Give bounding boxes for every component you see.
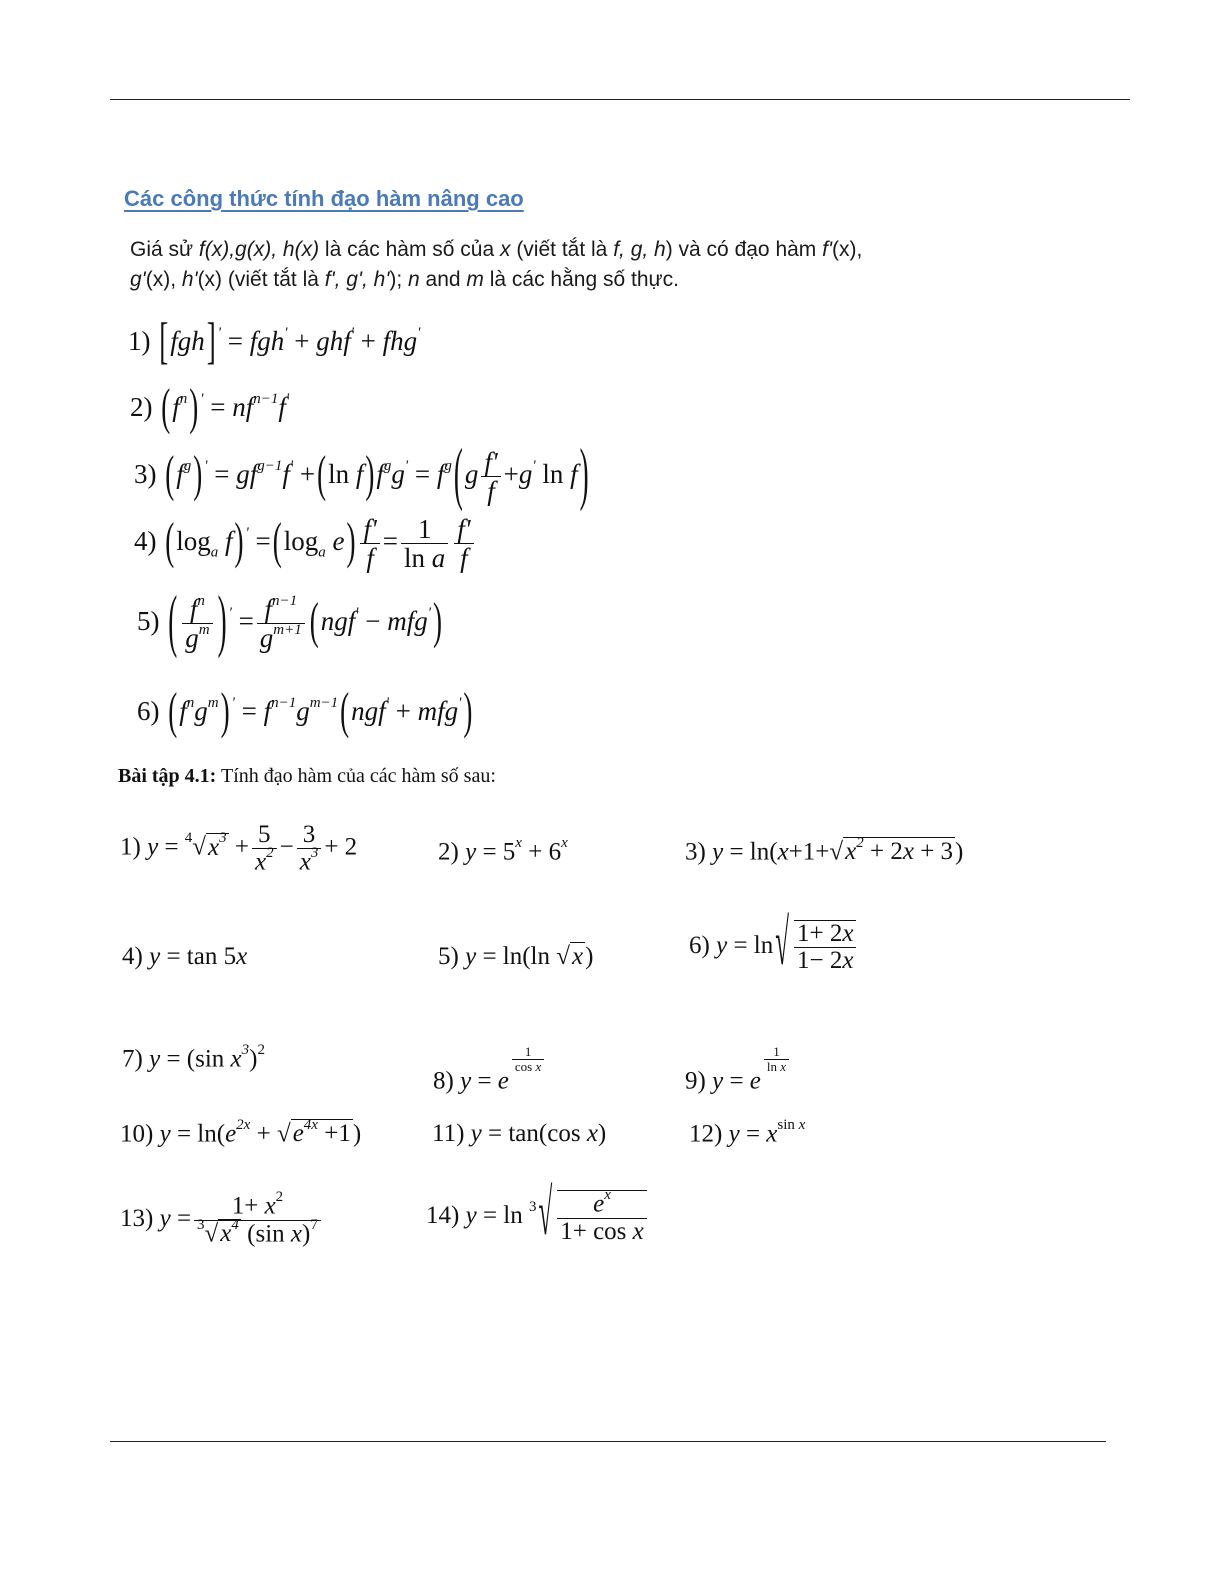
exercise-item-14: 14) y = ln $^3$√ $\frac{e^x}{\text{1+ cos x}}$	[426, 1190, 650, 1245]
exercise-item-12: 12) $y = x^{sin x}$	[689, 1117, 806, 1148]
exercise-item-9: 9) y = e $\frac{1}{\text{ln x}}$	[685, 1045, 792, 1096]
formula-label: 2)	[130, 392, 153, 422]
exercise-item-8: 8) y = e $\frac{1}{\text{cos x}}$	[433, 1045, 547, 1096]
intro-paragraph: Giá sử f(x),g(x), h(x) là các hàm số của x (viết tắt là f, g, h) và có đạo hàm f'(x), g'(x), h'(x) (viết tắt là f', g', h'); n and m là các hằng số thực.	[130, 238, 863, 291]
exercise-item-6: 6) y = ln√ $\frac{1+ 2x}{1- 2x}$	[689, 920, 859, 975]
formula-label: 1)	[128, 326, 151, 356]
formula-label: 3)	[134, 459, 157, 490]
section-heading: Các công thức tính đạo hàm nâng cao	[124, 186, 524, 211]
exercise-item-3: 3) $y = \ln(x+1+√x^2 + 2x + 3)$	[685, 835, 964, 866]
exercise-item-2: 2) $y = 5^x + 6^x$	[438, 835, 568, 866]
formula-3: 3) $(f^g) ' = gf^{g-1}f' +(\ln$ $f)f^gg' = f^g(g$ $\frac{f'}{f}$ +g' ln f)	[134, 434, 589, 513]
formula-1: 1) [fgh] ' = fgh' + ghf' + fhg'	[128, 312, 421, 370]
formula-label: 6)	[137, 696, 160, 726]
formula-label: 5)	[137, 606, 160, 637]
formula-6: 6) $(f^ng^m) ' = f^{n-1}g^{m-1}(ngf' + mfg')$	[137, 682, 473, 740]
exercise-title: Bài tập 4.1: Tính đạo hàm của các hàm số sau:	[118, 765, 496, 787]
exercise-item-11: 11) y = tan(cos x)	[432, 1120, 607, 1147]
footer-rule	[110, 1441, 1106, 1442]
formula-5: 5) ( $\frac{f^n}{g^m}$ ) ' = $\frac{f^{n-1}}{g^{m+1}}$ (ngf' − mfg')	[137, 581, 442, 660]
exercise-item-13: 13) y = $\frac{1+ x^2}{^3√x^4 (\sin x)^7}$	[120, 1193, 324, 1247]
header-rule	[110, 99, 1130, 100]
exercise-item-4: 4) y = tan 5x	[122, 943, 248, 970]
exercise-item-10: 10) $y = \ln(e^{2x} + √e^{4x} +1)$	[120, 1117, 362, 1148]
formula-2: 2) $(f^n) ' = nf^{n-1}f'$	[130, 378, 290, 436]
exercise-item-7: 7) y = (sin $x^3)^2$	[122, 1042, 265, 1073]
exercise-item-1: 1) $y = ^4√x^3$ + $\frac{5}{x^2}$ − $\frac{3}{x^3}$ + 2	[120, 821, 358, 876]
formula-4: 4) ($\log_a$ f) $' =(\log_a$ e) $\frac{f'}{f}$ = $\frac{1}{\text{ln a}}$ $\frac{f'}{f}$	[134, 515, 477, 573]
formula-label: 4)	[134, 526, 157, 557]
exercise-item-5: 5) y = ln(ln √x)	[438, 943, 594, 970]
